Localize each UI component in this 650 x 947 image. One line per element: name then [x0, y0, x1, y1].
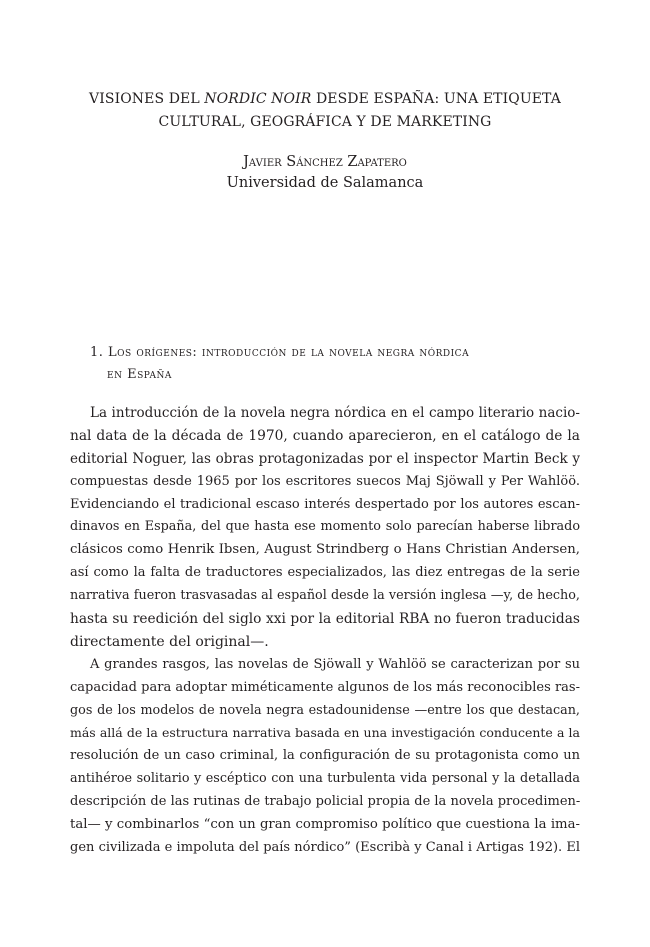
title-line-1: [70, 88, 580, 111]
section-heading: [90, 342, 580, 386]
body-line: narrativa fueron trasvasadas al español desde la versión inglesa —y, de hecho,: [70, 588, 580, 604]
body-line: gos de los modelos de novela negra estadounidense —entre los que destacan,: [70, 702, 580, 718]
author-name: Javier Sánchez Zapatero: [243, 154, 407, 170]
title-italic: NORDIC NOIR: [204, 91, 312, 107]
body-line: antihéroe solitario y escéptico con una turbulenta vida personal y la detallada: [70, 771, 580, 787]
body-line: directamente del original—.: [70, 633, 269, 650]
body-line: La introducción de la novela negra nórdica en el campo literario nacio-: [90, 405, 580, 421]
body-line: editorial Noguer, las obras protagonizadas por el inspector Martin Beck y: [70, 450, 580, 467]
body-line: tal— y combinarlos “con un gran compromiso político que cuestiona la ima-: [70, 817, 580, 833]
body-text: [70, 402, 580, 860]
title-text: DESDE ESPAÑA: UNA ETIQUETA: [311, 91, 561, 107]
body-line: descripción de las rutinas de trabajo policial propia de la novela procedimen-: [70, 794, 581, 810]
body-line: clásicos como Henrik Ibsen, August Strindberg o Hans Christian Andersen,: [70, 542, 580, 558]
author-affiliation: Universidad de Salamanca: [226, 175, 424, 191]
body-line: compuestas desde 1965 por los escritores suecos Maj Sjöwall y Per Wahlöö.: [70, 473, 580, 489]
body-line: más allá de la estructura narrativa basada en una investigación conducente a la: [70, 725, 580, 741]
body-line: resolución de un caso criminal, la configuración de su protagonista como un: [70, 748, 580, 764]
body-line: Evidenciando el tradicional escaso interés despertado por los autores escan-: [70, 496, 580, 512]
body-line: así como la falta de traductores especializados, las diez entregas de la serie: [70, 565, 580, 581]
title-line-2: CULTURAL, GEOGRÁFICA Y DE MARKETING: [158, 113, 492, 130]
body-line: gen civilizada e impoluta del país nórdico” (Escribà y Canal i Artigas 192). El: [70, 839, 580, 855]
section-heading-line-1: 1. Los orígenes: introducción de la novela negra nórdica: [90, 345, 470, 360]
body-line: capacidad para adoptar miméticamente algunos de los más reconocibles ras-: [70, 679, 580, 695]
author-block: [70, 152, 580, 194]
body-line: dinavos en España, del que hasta ese momento solo parecían haberse librado: [70, 519, 580, 535]
title-text: VISIONES DEL: [89, 91, 205, 107]
body-line: hasta su reedición del siglo xxi por la editorial RBA no fueron traducidas: [70, 611, 580, 628]
article-title: [70, 88, 580, 134]
body-line: nal data de la década de 1970, cuando aparecieron, en el catálogo de la: [70, 427, 580, 444]
body-line: A grandes rasgos, las novelas de Sjöwall y Wahlöö se caracterizan por su: [90, 656, 580, 672]
section-heading-line-2: en España: [107, 367, 172, 382]
